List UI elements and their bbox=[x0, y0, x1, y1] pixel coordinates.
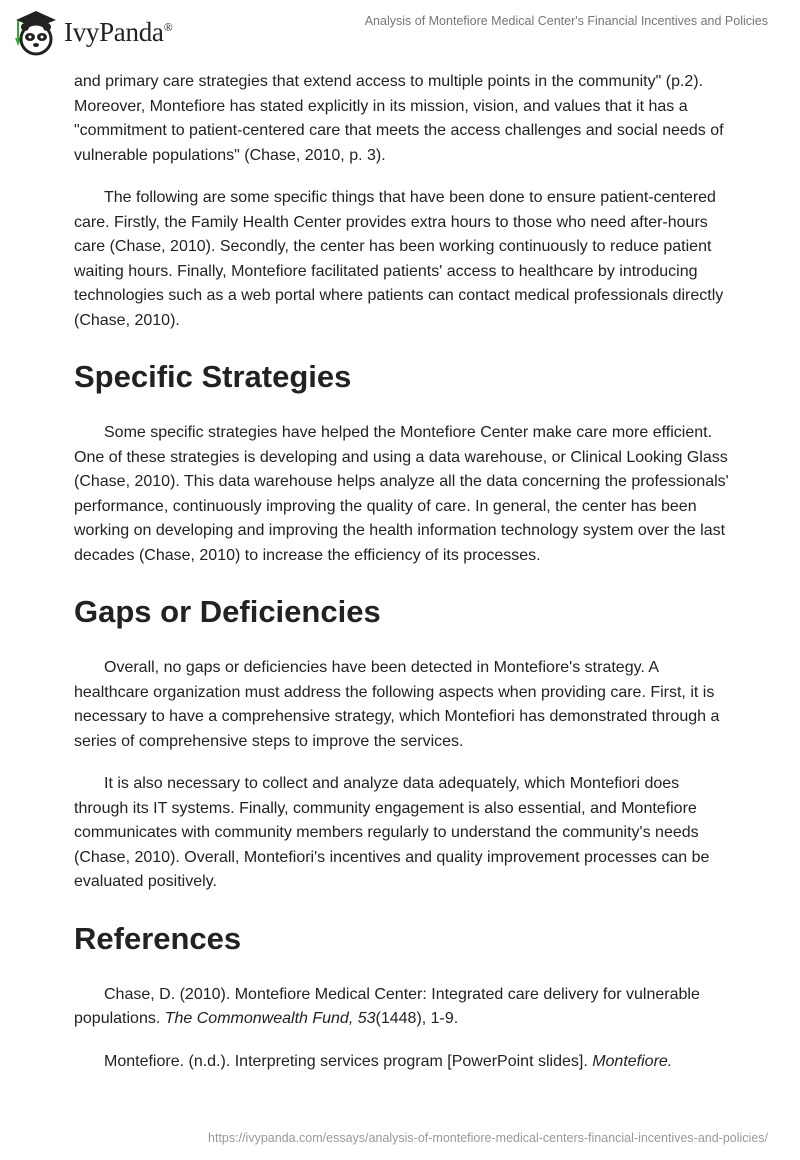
paragraph: Overall, no gaps or deficiencies have been detected in Montefiore's strategy. A healthcare organization must address the following aspects when providing care. First, it is necessary to have a comprehensive strategy, which Montefiori has demonstrated through a series of comprehensive steps to improve the services. bbox=[74, 659, 720, 750]
source-url[interactable]: https://ivypanda.com/essays/analysis-of-montefiore-medical-centers-financial-incentives-and-policies/ bbox=[208, 1131, 768, 1145]
heading-references: References bbox=[74, 920, 242, 956]
reference-item: Chase, D. (2010). Montefiore Medical Center: Integrated care delivery for vulnerable populations. The Commonwealth Fund, 53(1448), 1-9. bbox=[74, 985, 700, 1027]
paragraph: It is also necessary to collect and analyze data adequately, which Montefiori does through its IT systems. Finally, community engagement is also essential, and Montefiore communicates with community members regularly to understand the community's needs (Chase, 2010). Overall, Montefiori's incentives and quality improvement processes can be evaluated positively. bbox=[74, 775, 710, 890]
paragraph: Some specific strategies have helped the Montefiore Center make care more efficient. One of these strategies is developing and using a data warehouse, or Clinical Looking Glass (Chase, 2010). This data warehouse helps analyze all the data concerning the professionals' performance, continuously improving the quality of care. In general, the center has been working on developing and improving the health information technology system over the last decades (Chase, 2010) to increase the efficiency of its processes. bbox=[74, 424, 729, 564]
heading-gaps-deficiencies: Gaps or Deficiencies bbox=[74, 594, 381, 629]
paragraph: The following are some specific things that have been done to ensure patient-centered care. Firstly, the Family Health Center provides extra hours to those who need after-hours care (Chase, 2010). Secondly, the center has been working continuously to reduce patient waiting hours. Finally, Montefiore facilitated patients' access to healthcare by introducing technologies such as a web portal where patients can contact medical professionals directly (Chase, 2010). bbox=[74, 189, 724, 329]
ivypanda-logo[interactable] bbox=[12, 8, 172, 56]
logo-text: IvyPanda® bbox=[64, 16, 173, 47]
reference-item: Montefiore. (n.d.). Interpreting services program [PowerPoint slides]. Montefiore. bbox=[104, 1052, 673, 1070]
paragraph: and primary care strategies that extend access to multiple points in the community" (p.2). Moreover, Montefiore has stated explicitly in its mission, vision, and values that it has a "commitment to patient-centered care that meets the access challenges and social needs of vulnerable populations" (Chase, 2010, p. 3). bbox=[74, 73, 724, 164]
panda-graduate-icon bbox=[12, 8, 58, 56]
page-header bbox=[0, 0, 800, 60]
document-title: Analysis of Montefiore Medical Center's Financial Incentives and Policies bbox=[364, 14, 768, 28]
essay-body bbox=[74, 70, 730, 1092]
heading-specific-strategies: Specific Strategies bbox=[74, 359, 352, 394]
